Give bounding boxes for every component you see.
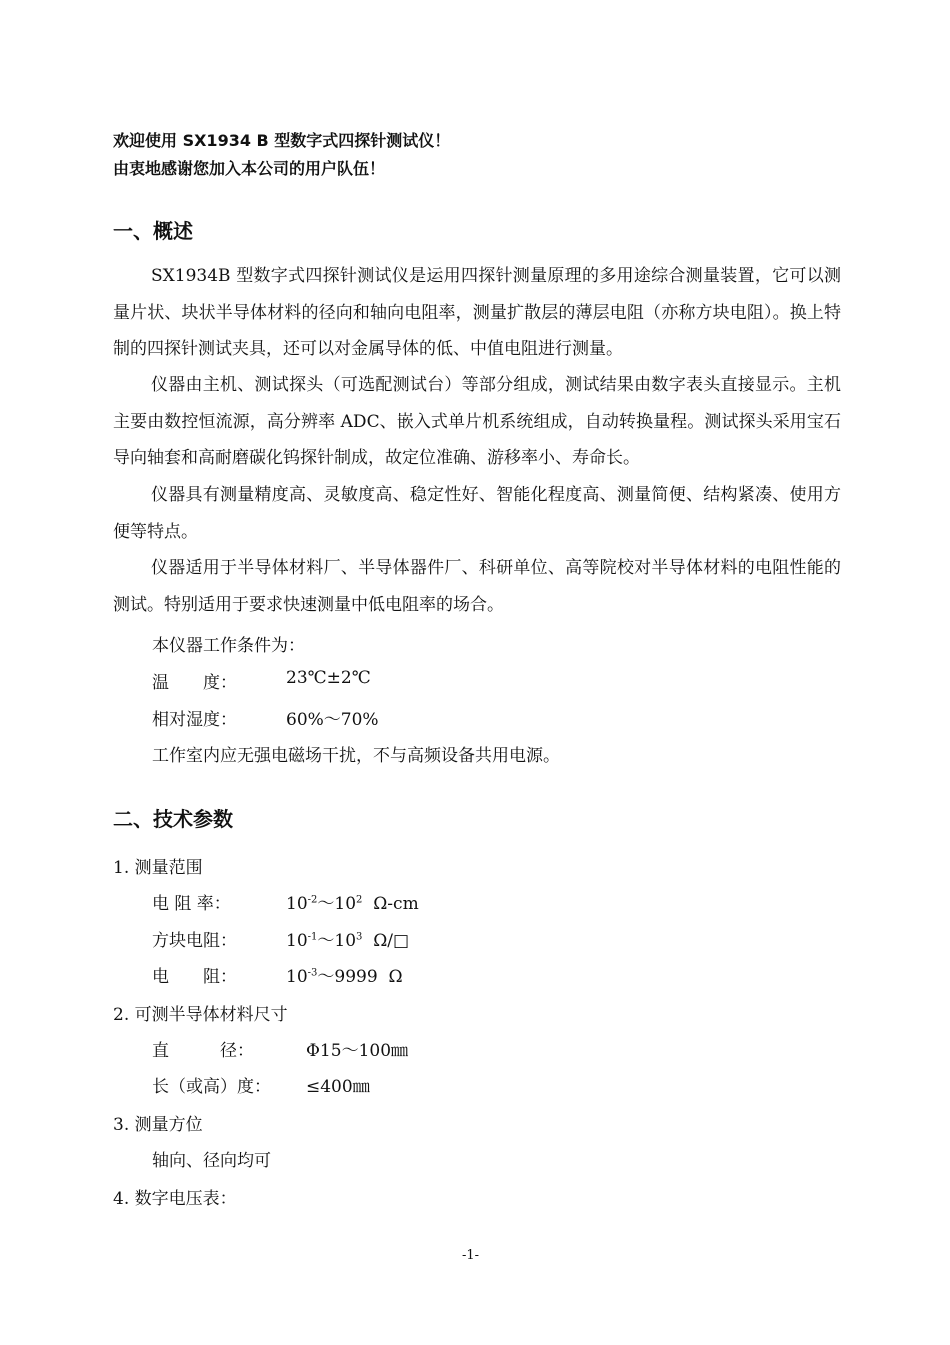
overview-paragraph-1: SX1934B 型数字式四探针测试仪是运用四探针测量原理的多用途综合测量装置，它可以测量片状、块状半导体材料的径向和轴向电阻率，测量扩散层的薄层电阻（亦称方块电阻）。换上特制的四探针测试夹具，还可以对金属导体的低、中值电阻进行测量。 <box>113 266 841 359</box>
humidity-value: 60%～70% <box>286 710 379 730</box>
diameter-label: 直 径： <box>152 1041 254 1061</box>
overview-paragraph-2: 仪器由主机、测试探头（可选配测试台）等部分组成，测试结果由数字表头直接显示。主机主要由数控恒流源，高分辨率 ADC、嵌入式单片机系统组成，自动转换量程。测试探头采用宝石导向轴套和高耐磨碳化钨探针制成，故定位准确、游移率小、寿命长。 <box>113 375 841 468</box>
param-4-title: 4. 数字电压表： <box>113 1189 237 1209</box>
length-value: ≤400㎜ <box>306 1077 370 1097</box>
orientation-value: 轴向、径向均可 <box>152 1151 271 1171</box>
humidity-label: 相对湿度： <box>152 710 237 730</box>
param-3-title: 3. 测量方位 <box>113 1115 203 1135</box>
section-2-title: 二、技术参数 <box>113 807 233 831</box>
length-label: 长（或高）度： <box>152 1077 271 1097</box>
sheet-resistance-range: $10^{-1}\sim 10^3$ Ω/□ <box>286 931 410 951</box>
param-2-title: 2. 可测半导体材料尺寸 <box>113 1005 288 1025</box>
param-1-title: 1. 测量范围 <box>113 858 203 878</box>
environment-note: 工作室内应无强电磁场干扰，不与高频设备共用电源。 <box>152 746 560 766</box>
welcome-line-2: 由衷地感谢您加入本公司的用户队伍！ <box>113 159 386 178</box>
conditions-intro: 本仪器工作条件为： <box>152 636 305 656</box>
welcome-line-1: 欢迎使用 SX1934 B 型数字式四探针测试仪！ <box>113 131 451 150</box>
resistivity-label: 电 阻 率： <box>152 894 231 914</box>
temperature-value: 23℃±2℃ <box>286 668 371 688</box>
resistance-label: 电 阻： <box>152 967 237 987</box>
overview-paragraph-3: 仪器具有测量精度高、灵敏度高、稳定性好、智能化程度高、测量简便、结构紧凑、使用方便等特点。 <box>113 485 841 542</box>
overview-paragraph-4: 仪器适用于半导体材料厂、半导体器件厂、科研单位、高等院校对半导体材料的电阻性能的测试。特别适用于要求快速测量中低电阻率的场合。 <box>113 558 841 615</box>
diameter-value: Φ15～100㎜ <box>306 1041 409 1061</box>
resistivity-range: $10^{-2}\sim 10^2$ Ω-cm <box>286 894 419 914</box>
page-number: -1- <box>462 1248 480 1263</box>
temperature-label: 温 度： <box>152 673 237 693</box>
resistance-range: $10^{-3}\sim 9999$ Ω <box>286 967 403 987</box>
sheet-resistance-label: 方块电阻： <box>152 931 237 951</box>
section-1-title: 一、概述 <box>113 219 193 243</box>
